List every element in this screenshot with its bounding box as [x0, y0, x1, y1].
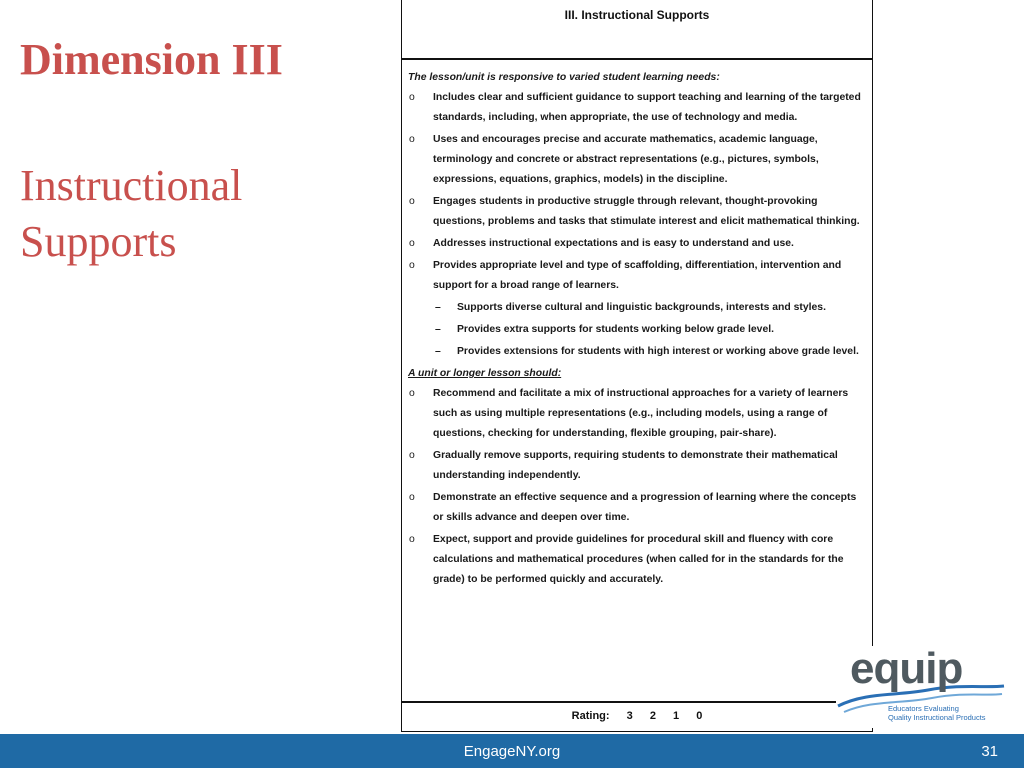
rubric-item — [408, 130, 868, 190]
rating-row — [402, 701, 872, 731]
slide-subtitle: Instructional Supports — [20, 161, 243, 266]
rubric-item-text: Provides appropriate level and type of scaffolding, differentiation, intervention and support for a broad range of learners. — [433, 260, 842, 291]
rubric-subitem — [408, 320, 868, 340]
slide-title: Dimension III — [20, 35, 283, 84]
unit-item — [408, 384, 868, 444]
unit-item-text: Expect, support and provide guidelines for procedural skill and fluency with core calculations and mathematical procedures (when called for in the standards for the grade) to be performed quickly and accurately. — [433, 534, 844, 585]
rubric-header: III. Instructional Supports — [402, 0, 872, 60]
rubric-subitem-text: Provides extensions for students with high interest or working above grade level. — [457, 346, 859, 357]
unit-item — [408, 530, 868, 590]
bullet-icon: o — [409, 450, 415, 461]
bullet-icon: o — [409, 260, 415, 271]
rating-value: 1 — [673, 710, 680, 722]
bullet-icon: o — [409, 92, 415, 103]
dash-icon: – — [435, 324, 441, 335]
rubric-subitem — [408, 342, 868, 362]
rubric-item — [408, 88, 868, 128]
rubric-subitem-text: Provides extra supports for students working below grade level. — [457, 324, 774, 335]
rubric-subitem-text: Supports diverse cultural and linguistic backgrounds, interests and styles. — [457, 302, 826, 313]
unit-item — [408, 488, 868, 528]
unit-item-text: Recommend and facilitate a mix of instructional approaches for a variety of learners such as using multiple representations (e.g., including models, using a range of questions, checking for understanding, flexible grouping, pair-share). — [433, 388, 849, 439]
rubric-item-text: Addresses instructional expectations and is easy to understand and use. — [433, 238, 794, 249]
rubric-item — [408, 234, 868, 254]
rubric-document — [401, 0, 873, 732]
footer-site: EngageNY.org — [463, 743, 561, 760]
rubric-item — [408, 192, 868, 232]
bullet-icon: o — [409, 196, 415, 207]
rating-value: 2 — [649, 710, 656, 722]
unit-heading: A unit or longer lesson should: — [408, 368, 562, 379]
rubric-item — [408, 256, 868, 296]
page-number: 31 — [981, 743, 998, 760]
rating-label: Rating: — [571, 710, 610, 722]
unit-item-text: Gradually remove supports, requiring students to demonstrate their mathematical understanding independently. — [433, 450, 838, 481]
footer-bar — [0, 734, 1024, 768]
bullet-icon: o — [409, 238, 415, 249]
dash-icon: – — [435, 302, 441, 313]
dash-icon: – — [435, 346, 441, 357]
rubric-subitem — [408, 298, 868, 318]
equip-logo — [836, 646, 1008, 728]
bullet-icon: o — [409, 388, 415, 399]
bullet-icon: o — [409, 134, 415, 145]
bullet-icon: o — [409, 492, 415, 503]
unit-item-text: Demonstrate an effective sequence and a progression of learning where the concepts or skills advance and deepen over time. — [433, 492, 857, 523]
rubric-item-text: Includes clear and sufficient guidance to support teaching and learning of the targeted standards, including, when appropriate, the use of technology and media. — [433, 92, 861, 123]
rating-value: 0 — [696, 710, 703, 722]
rubric-item-text: Engages students in productive struggle through relevant, thought-provoking questions, problems and tasks that stimulate interest and elicit mathematical thinking. — [433, 196, 860, 227]
bullet-icon: o — [409, 534, 415, 545]
logo-wordmark: equip — [850, 644, 963, 693]
rubric-intro: The lesson/unit is responsive to varied student learning needs: — [408, 72, 720, 83]
rating-value: 3 — [626, 710, 633, 722]
logo-tagline: Quality Instructional Products — [888, 713, 986, 722]
rubric-body — [402, 60, 872, 590]
logo-tagline: Educators Evaluating — [888, 704, 959, 713]
unit-item — [408, 446, 868, 486]
rubric-item-text: Uses and encourages precise and accurate mathematics, academic language, terminology and concrete or abstract representations (e.g., pictures, symbols, expressions, equations, graphics, models) in the discipline. — [433, 134, 819, 185]
